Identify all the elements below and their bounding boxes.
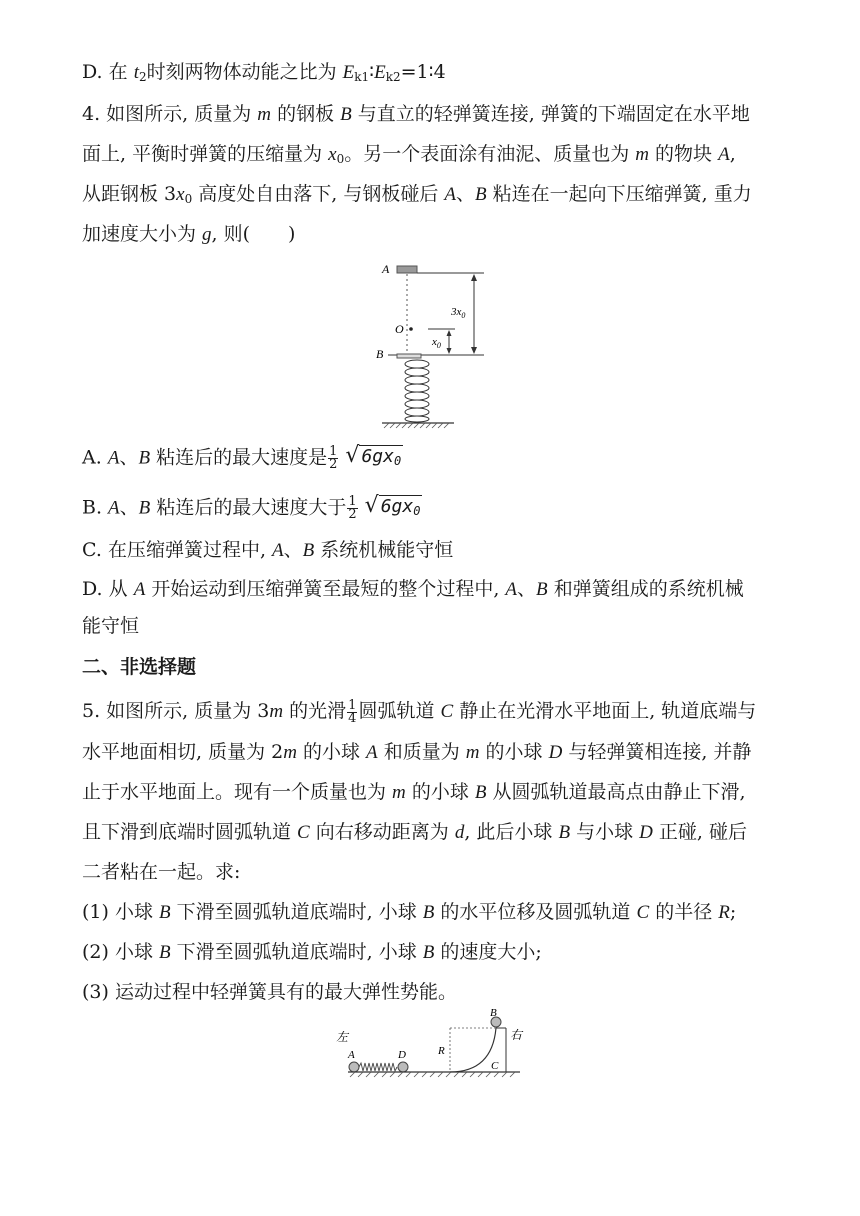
q5-stem-line-1: 5. 如图所示, 质量为 3m 的光滑 $\frac{1}{4}$ 圆弧轨道 C 静止在光滑水平地面上, 轨道底端与	[82, 697, 757, 726]
q4-option-d-line-2: 能守恒	[82, 615, 140, 637]
sqrt-6gx0: √ $6gx_0$	[364, 493, 421, 518]
q4-stem-line-4: 加速度大小为 g, 则( )	[82, 223, 296, 245]
spring-ad	[359, 1063, 397, 1071]
label-ball-b: B	[490, 1008, 497, 1019]
label-left: 左	[336, 1030, 349, 1044]
q4-stem-line-3: 从距钢板 $3x_0$ 高度处自由落下, 与钢板碰后 A、B 粘连在一起向下压缩弹簧, 重力	[82, 183, 752, 206]
spring	[405, 360, 429, 422]
label-b: B	[376, 347, 384, 361]
q4-option-d-line-1: D. 从 A 开始运动到压缩弹簧至最短的整个过程中, A、B 和弹簧组成的系统机械	[82, 578, 744, 600]
block-a	[397, 266, 417, 273]
q5-part-3: (3) 运动过程中轻弹簧具有的最大弹性势能。	[82, 981, 457, 1003]
fraction-one-half: $\frac{1}{2}$	[348, 494, 357, 522]
label-o: O	[395, 322, 404, 336]
label-r: R	[438, 1045, 445, 1057]
q5-stem-line-3: 止于水平地面上。现有一个质量也为 m 的小球 B 从圆弧轨道最高点由静止下滑,	[82, 781, 746, 803]
q4-stem-line-2: 面上, 平衡时弹簧的压缩量为 $x_0$。另一个表面涂有油泥、质量也为 m 的物块 A,	[82, 143, 736, 166]
label-ball-d: D	[398, 1049, 406, 1061]
q5-track-figure	[330, 1008, 530, 1080]
label-a: A	[382, 262, 390, 276]
label-right: 右	[510, 1028, 523, 1042]
sqrt-6gx0: √ $6gx_0$	[345, 443, 402, 468]
q3-option-d: D. 在 $t_2$时刻两物体动能之比为 $E_{k1}∶E_{k2}=1∶4$	[82, 61, 446, 84]
label-ball-a: A	[348, 1049, 355, 1061]
label-c: C	[491, 1060, 499, 1072]
q5-stem-line-2: 水平地面相切, 质量为 2m 的小球 A 和质量为 m 的小球 D 与轻弹簧相连接, 并静	[82, 741, 752, 763]
q4-spring-figure	[370, 258, 510, 430]
q5-part-1: (1) 小球 B 下滑至圆弧轨道底端时, 小球 B 的水平位移及圆弧轨道 C 的半径 R;	[82, 901, 737, 923]
label-3x0: $3x_0$	[451, 306, 466, 320]
section-heading: 二、非选择题	[82, 656, 197, 678]
plate-b	[397, 354, 421, 358]
q5-part-2: (2) 小球 B 下滑至圆弧轨道底端时, 小球 B 的速度大小;	[82, 941, 542, 963]
fraction-one-half: $\frac{1}{2}$	[329, 444, 338, 472]
label-x0: $x_0$	[432, 336, 441, 350]
q4-stem-line-1: 4. 如图所示, 质量为 m 的钢板 B 与直立的轻弹簧连接, 弹簧的下端固定在水平地	[82, 103, 750, 125]
ball-d	[398, 1062, 408, 1072]
q4-option-a: A. A、B 粘连后的最大速度是 $\frac{1}{2}$ √ $6gx_0$	[82, 442, 403, 475]
q4-option-c: C. 在压缩弹簧过程中, A、B 系统机械能守恒	[82, 539, 454, 561]
ground-hatch	[384, 423, 449, 428]
q4-option-b: B. A、B 粘连后的最大速度大于 $\frac{1}{2}$ √ $6gx_0$	[82, 492, 422, 525]
ground-hatch	[350, 1072, 515, 1077]
point-o	[409, 327, 413, 331]
ball-a	[349, 1062, 359, 1072]
q5-stem-line-5: 二者粘在一起。求:	[82, 861, 241, 883]
fraction-one-quarter: $\frac{1}{4}$	[348, 697, 357, 726]
q5-stem-line-4: 且下滑到底端时圆弧轨道 C 向右移动距离为 d, 此后小球 B 与小球 D 正碰, 碰后	[82, 821, 748, 843]
